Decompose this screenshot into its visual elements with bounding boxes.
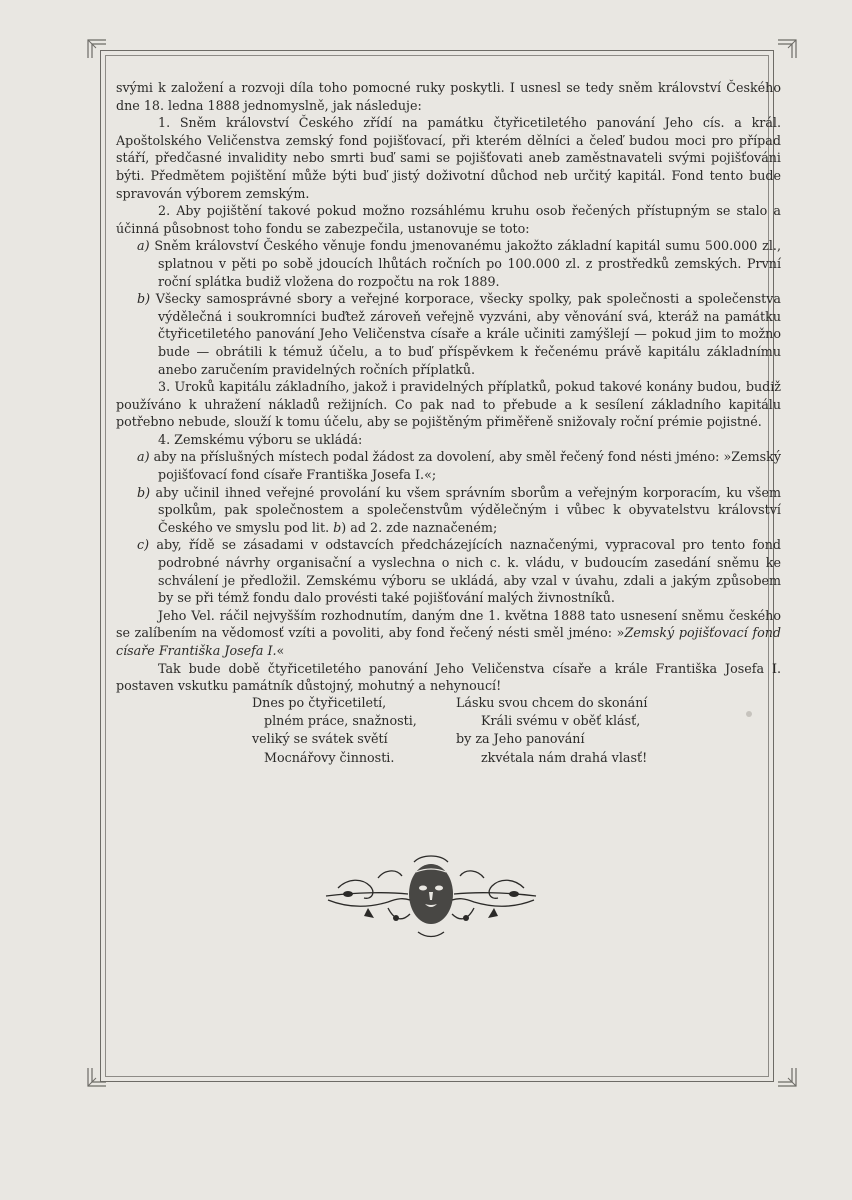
corner-ornament [86,38,108,60]
corner-ornament [776,1066,798,1088]
list-marker: a) [137,238,150,254]
corner-ornament [86,1066,108,1088]
article-4: 4. Zemskému výboru se ukládá: [158,431,363,447]
document-body [116,79,781,695]
list-text: Sněm království Českého věnuje fondu jmenovanému jakožto základní kapitál sumu 500.000 zl., splatnou v pěti po sobě jdoucích lhůtách ročních po 100.000 zl. z prostředků zemských. První roční splátka budiž vložena do rozpočtu na rok 1889. [154,238,781,289]
poem-line: Lásku svou chcem do skonání [456,695,648,710]
article-4c [116,536,781,606]
decision-text: Jeho Vel. ráčil nejvyšším rozhodnutím, daným dne 1. května 1888 tato usnesení sněmu českého se zalíbením na vědomosť vzíti a povoliti, aby fond řečený nésti směl jméno: » [116,607,781,641]
lion-mask-vignette-icon [318,848,544,938]
poem-line: by za Jeho panování [456,731,585,747]
list-text: aby na příslušných místech podal žádost za dovolení, aby směl řečený fond nésti jméno: »Zemský pojišťovací fond císaře Františka Josefa I.«; [153,449,781,483]
list-text: aby učinil ihned veřejné provolání ku všem správním sborům a veřejným korporacím, ku všem spolkům, pak společnostem a společenstvům výdělečným i vůbec k obyvatelstvu království Českého ve smyslu pod lit. [155,484,781,535]
poem-line: Dnes po čtyřicetiletí, [252,695,387,710]
poem-stanza-right [456,694,666,767]
poem-stanza-left [252,694,442,767]
article-4b [116,484,781,537]
article-2b [116,290,781,378]
lit-reference: b [333,519,342,535]
paper-speck [746,711,752,717]
article-4a [116,448,781,483]
list-marker: a) [137,449,150,465]
poem-line: veliký se svátek světí [252,731,388,747]
list-text-end: ) ad 2. zde naznačeném; [341,519,498,535]
poem-line: plném práce, snažnosti, [264,713,417,729]
article-2a [116,237,781,290]
poem-line: zkvétala nám drahá vlasť! [481,749,648,765]
list-text: aby, řídě se zásadami v odstavcích předcházejících naznačenými, vypracoval pro tento fond podrobné návrhy organisační a vyslechna o nich c. k. vládu, v budoucím zasedání sněmu ke schválení je předložil. Zemskému výboru se ukládá, aby vzal v úvahu, zdali a jakým způsobem by se při témž fondu dalo provésti také pojišťování malých živnostníků. [156,537,781,606]
list-marker: c) [137,537,150,553]
intro-paragraph: svými k založení a rozvoji díla toho pomocné ruky poskytli. I usnesl se tedy sněm království Českého dne 18. ledna 1888 jednomyslně, jak následuje: [116,80,781,113]
article-1: 1. Sněm království Českého zřídí na památku čtyřicetiletého panování Jeho cís. a král. Apoštolského Veličenstva zemský fond pojišťovací, při kterém dělníci a čeleď budou moci pro případ stáří, předčasné invalidity nebo smrti buď sami se pojišťovati aneb zaměstnavateli svými pojišťováni býti. Předmětem pojištění může býti buď jistý doživotní důchod neb určitý kapitál. Fond tento bude spravován výborem zemským. [116,115,781,201]
poem-line: Mocnářovy činnosti. [264,749,395,765]
article-3: 3. Uroků kapitálu základního, jakož i pravidelných příplatků, pokud takové konány budou, budiž používáno k uhražení nákladů režijních. Co pak nad to přebude a k sesílení základního kapitálu potřebno nebude, slouží k tomu účelu, aby se pojištěným přiměřeně snižovaly roční prémie pojistné. [116,379,781,430]
closing-paragraph: Tak bude době čtyřicetiletého panování Jeho Veličenstva císaře a krále Františka Josefa I. postaven vskutku památník důstojný, mohutný a nehynoucí! [116,660,781,694]
corner-ornament [776,38,798,60]
decision-end: « [276,643,285,658]
list-marker: b) [137,484,151,500]
fund-name: Zemský pojišťovací fond císaře Františka Josefa I. [116,625,781,658]
list-text: Všecky samosprávné sbory a veřejné korporace, všecky spolky, pak společnosti a společenstva výdělečná i soukromníci buďtež zároveň veřejně vyzváni, aby věnování svá, kteráž na památku čtyřicetiletého panování Jeho Veličenstva císaře a krále učiniti zamýšlejí — pokud jim to možno bude — obrátili k témuž účelu, a to buď příspěvkem k řečenému právě kapitálu základnímu anebo zaručením pravidelných ročních příplatků. [155,291,781,377]
imperial-decision [116,607,781,660]
list-marker: b) [137,291,151,307]
poem-line: Králi svému v oběť klásť, [481,713,641,729]
article-2: 2. Aby pojištění takové pokud možno rozsáhlému kruhu osob řečených přístupným se stalo a účinná působnost toho fondu se zabezpečila, ustanovuje se toto: [116,203,781,236]
